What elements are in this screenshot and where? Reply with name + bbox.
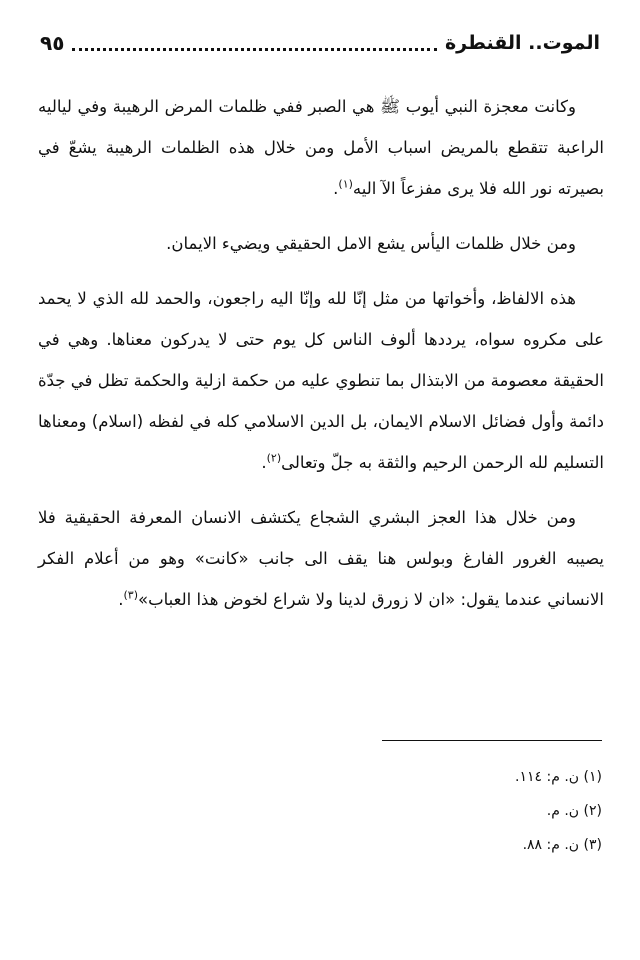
header-dot-leader <box>72 48 437 51</box>
footnote-3: (٣) ن. م: ٨٨. <box>522 837 602 853</box>
footnote-1: (١) ن. م: ١١٤. <box>515 769 602 785</box>
footnote-ref-1: (١) <box>338 177 353 191</box>
paragraph-2 <box>38 223 604 264</box>
footnote-ref-2: (٢) <box>266 451 282 465</box>
running-header <box>40 28 600 58</box>
paragraph-tail: . <box>118 590 124 609</box>
paragraph-text: وكانت معجزة النبي أيوب ﷺ هي الصبر ففي ظلمات المرض الرهيبة وفي لياليه الراعبة تتقطع بالمريض اسباب الأمل ومن خلال هذه الظلمات الرهيبة يشعّ في بصيرته نور الله فلا يرى مفزعاً الآ اليه <box>38 97 604 198</box>
paragraph-3 <box>38 278 604 483</box>
footnotes <box>300 760 602 862</box>
running-title: الموت.. القنطرة <box>444 32 600 54</box>
paragraph-tail: . <box>333 179 339 198</box>
paragraph-text: ومن خلال ظلمات اليأس يشع الامل الحقيقي ويضيء الايمان. <box>166 234 576 253</box>
paragraph-text: هذه الالفاظ، وأخواتها من مثل إنّا لله وإنّا اليه راجعون، والحمد لله الذي لا يحمد على مكروه سواه، يرددها ألوف الناس كل يوم حتى لا يدركون معناها. وهي في الحقيقة معصومة من الابتذال بما تنطوي عليه من حكمة ازلية والحكمة تظل في جدّة دائمة وأول فضائل الاسلام الايمان، بل الدين الاسلامي كله في لفظه (اسلام) ومعناها التسليم لله الرحمن الرحيم والثقة به جلّ وتعالى <box>38 289 604 472</box>
page-number: ٩٥ <box>40 31 65 55</box>
body-text <box>38 86 604 634</box>
paragraph-4 <box>38 497 604 620</box>
paragraph-text: ومن خلال هذا العجز البشري الشجاع يكتشف الانسان المعرفة الحقيقية فلا يصيبه الغرور الفارغ وبولس هنا يقف الى جانب «كانت» وهو من أعلام الفكر الانساني عندما يقول: «ان لا زورق لدينا ولا شراع لخوض هذا العباب» <box>38 508 604 609</box>
paragraph-tail: . <box>261 453 267 472</box>
footnote-2: (٢) ن. م. <box>546 803 602 819</box>
footnote-ref-3: (٣) <box>123 588 139 602</box>
footnote-separator <box>382 740 602 741</box>
paragraph-1 <box>38 86 604 209</box>
